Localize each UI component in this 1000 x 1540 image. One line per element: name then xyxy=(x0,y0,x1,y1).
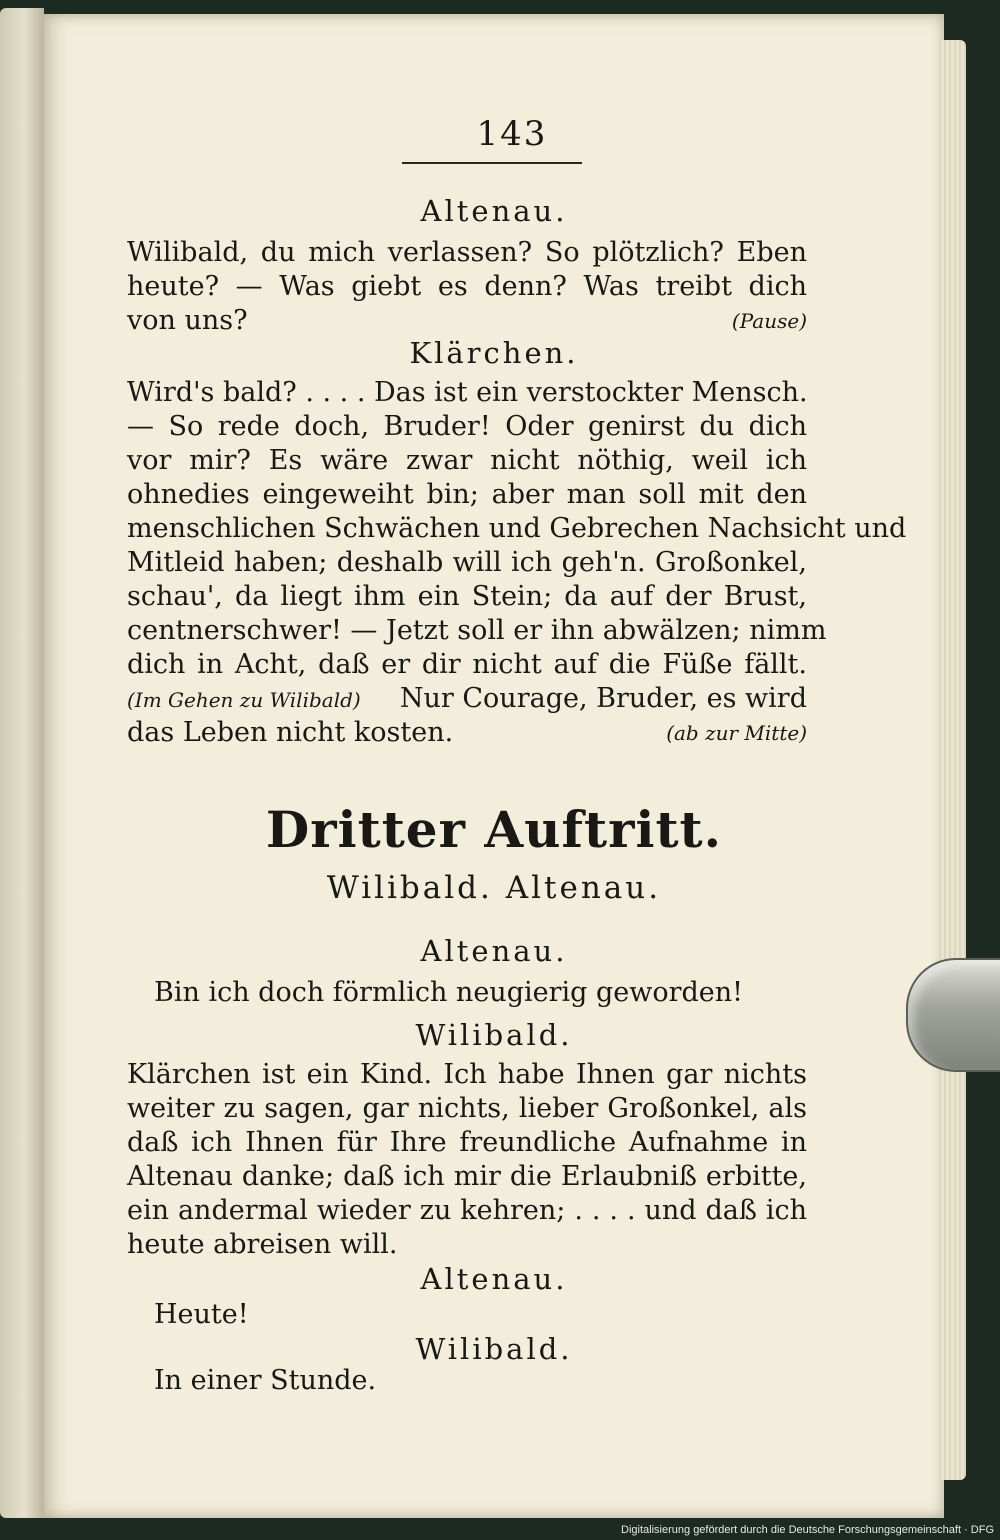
text-line: — So rede doch, Bruder! Oder genirst du dich xyxy=(127,411,807,442)
stage-direction: (ab zur Mitte) xyxy=(666,721,807,745)
page-edges xyxy=(936,40,966,1480)
text-line-content: von uns? xyxy=(127,305,248,336)
text-line: Heute! xyxy=(154,1299,249,1330)
speaker-altenau-1: Altenau. xyxy=(420,194,568,228)
text-line xyxy=(127,716,807,750)
scene-title: Dritter Auftritt. xyxy=(265,800,723,859)
text-line: Klärchen ist ein Kind. Ich habe Ihnen gar nichts xyxy=(127,1059,807,1090)
page-number: 143 xyxy=(476,114,548,154)
speaker-wilibald-1: Wilibald. xyxy=(415,1018,573,1052)
text-line: Bin ich doch förmlich neugierig geworden! xyxy=(154,977,744,1008)
text-line: ohnedies eingeweiht bin; aber man soll mit den xyxy=(127,479,807,510)
stage-direction: (Pause) xyxy=(731,309,807,333)
text-line: In einer Stunde. xyxy=(154,1365,377,1396)
speaker-altenau-2: Altenau. xyxy=(420,934,568,968)
text-line: ein andermal wieder zu kehren; . . . . und daß ich xyxy=(127,1195,807,1226)
text-line: vor mir? Es wäre zwar nicht nöthig, weil ich xyxy=(127,445,807,476)
text-line: heute abreisen will. xyxy=(127,1229,398,1260)
text-line: schau', da liegt ihm ein Stein; da auf der Brust, xyxy=(127,581,807,612)
scene-characters: Wilibald. Altenau. xyxy=(326,870,662,906)
left-page-edge xyxy=(0,8,44,1518)
speaker-klaerchen: Klärchen. xyxy=(409,336,579,370)
text-line: centnerschwer! — Jetzt soll er ihn abwälzen; nimm xyxy=(127,615,827,646)
speaker-altenau-3: Altenau. xyxy=(420,1262,568,1296)
text-line: Mitleid haben; deshalb will ich geh'n. Großonkel, xyxy=(127,547,807,578)
text-line: Altenau danke; daß ich mir die Erlaubniß erbitte, xyxy=(127,1161,807,1192)
stage-direction: (Im Gehen zu Wilibald) xyxy=(127,688,361,712)
text-line: daß ich Ihnen für Ihre freundliche Aufnahme in xyxy=(127,1127,807,1158)
text-line: weiter zu sagen, gar nichts, lieber Großonkel, als xyxy=(127,1093,807,1124)
book-clip xyxy=(906,958,1000,1072)
text-line-content: Nur Courage, Bruder, es wird xyxy=(399,683,807,714)
text-line: Wilibald, du mich verlassen? So plötzlich? Eben xyxy=(127,237,807,268)
text-line-content: das Leben nicht kosten. xyxy=(127,717,454,748)
digitization-credit: Digitalisierung gefördert durch die Deutsche Forschungsgemeinschaft · DFG xyxy=(621,1524,994,1536)
speaker-wilibald-2: Wilibald. xyxy=(415,1332,573,1366)
text-line xyxy=(127,304,807,338)
text-line xyxy=(127,682,807,717)
header-rule xyxy=(402,162,582,164)
text-line: menschlichen Schwächen und Gebrechen Nachsicht und xyxy=(127,513,907,544)
text-line: Wird's bald? . . . . Das ist ein verstockter Mensch. xyxy=(127,377,808,408)
book-page xyxy=(44,14,944,1518)
text-line: heute? — Was giebt es denn? Was treibt dich xyxy=(127,271,807,302)
page-text xyxy=(44,14,944,1518)
text-line: dich in Acht, daß er dir nicht auf die Füße fällt. xyxy=(127,649,807,680)
